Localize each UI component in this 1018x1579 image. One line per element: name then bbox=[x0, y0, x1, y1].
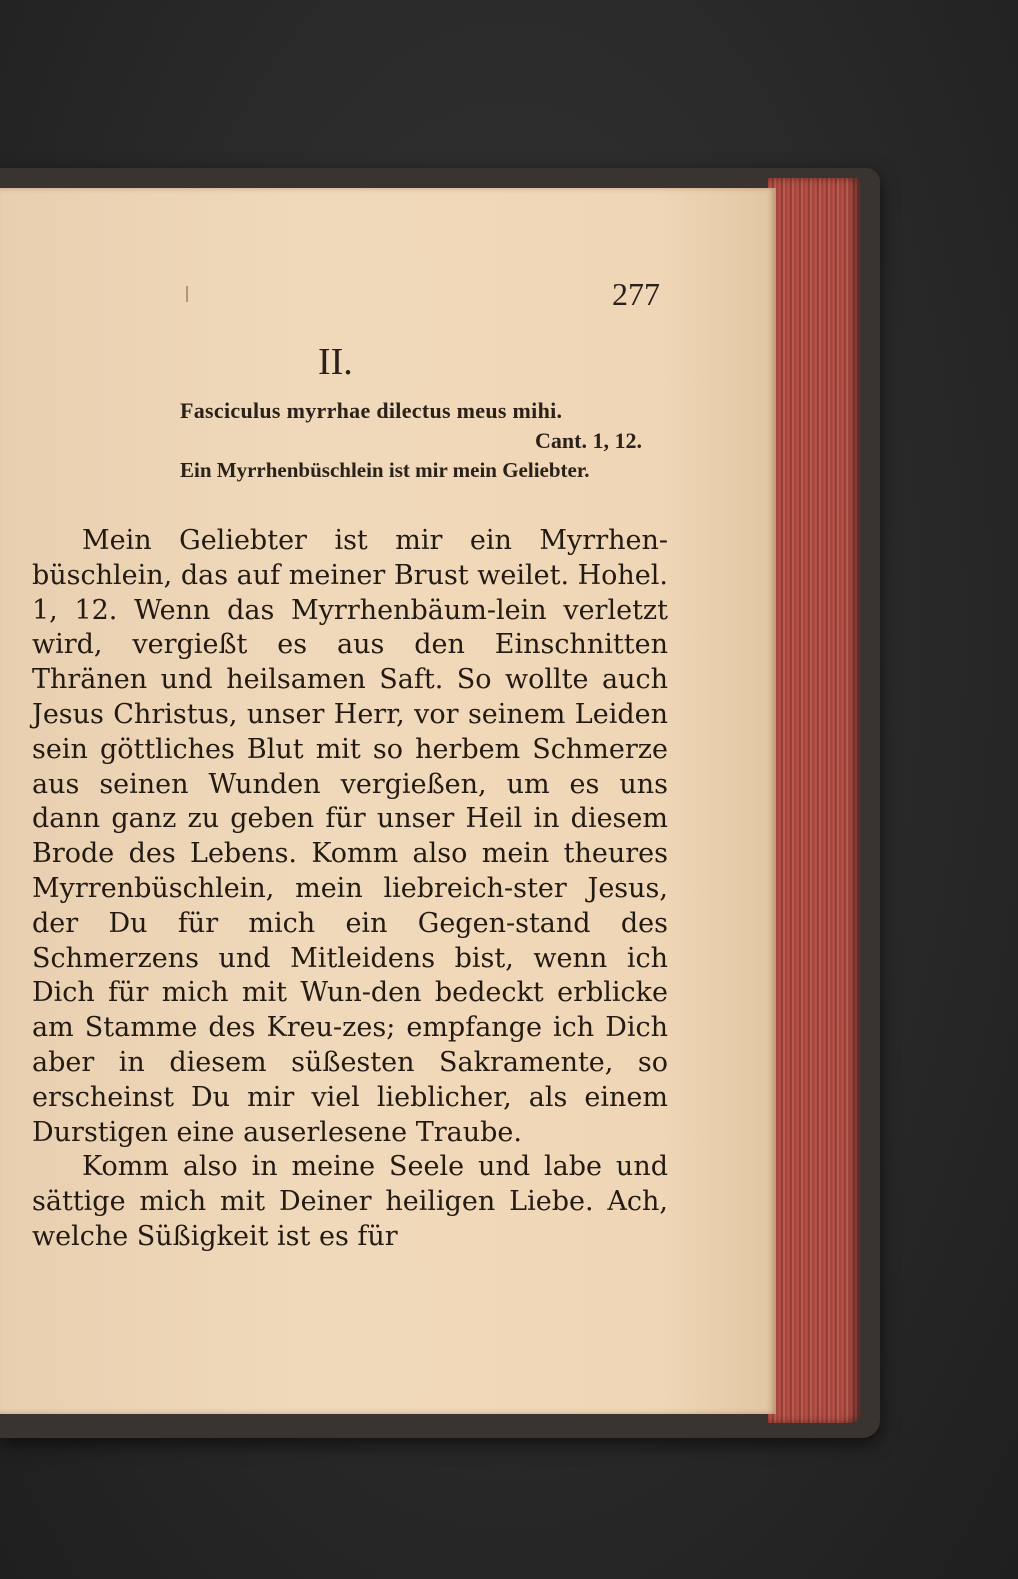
epigraph-latin: Fasciculus myrrhae dilectus meus mihi. bbox=[180, 398, 563, 423]
epigraph-citation: Cant. 1, 12. bbox=[535, 428, 642, 453]
page-edges bbox=[768, 178, 860, 1423]
book-page bbox=[0, 188, 776, 1414]
paragraph: Mein Geliebter ist mir ein Myrrhen-büschlein, das auf meiner Brust weilet. Hohel. 1, 12. Wenn das Myrrhenbäum-lein verletzt wird, vergießt es aus den Einschnitten Thränen und heilsamen Saft. So wollte auch Jesus Christus, unser Herr, vor seinem Leiden sein göttliches Blut mit so herbem Schmerze aus seinen Wunden vergießen, um es uns dann ganz zu geben für unser Heil in diesem Brode des Lebens. Komm also mein theures Myrrenbüschlein, mein liebreich-ster Jesus, der Du für mich ein Gegen-stand des Schmerzens und Mitleidens bist, wenn ich Dich für mich mit Wun-den bedeckt erblicke am Stamme des Kreu-zes; empfange ich Dich aber in diesem süßesten Sakramente, so erscheinst Du mir viel lieblicher, als einem Durstigen eine auserlesene Traube. bbox=[32, 525, 668, 1148]
margin-mark bbox=[186, 286, 188, 302]
page-number: 277 bbox=[612, 276, 660, 312]
section-heading: II. bbox=[318, 341, 353, 383]
paragraph: Komm also in meine Seele und labe und sättige mich mit Deiner heiligen Liebe. Ach, welche Süßigkeit ist es für bbox=[32, 1151, 668, 1252]
body-text bbox=[32, 524, 668, 1255]
epigraph-translation: Ein Myrrhenbüschlein ist mir mein Geliebter. bbox=[180, 458, 590, 482]
